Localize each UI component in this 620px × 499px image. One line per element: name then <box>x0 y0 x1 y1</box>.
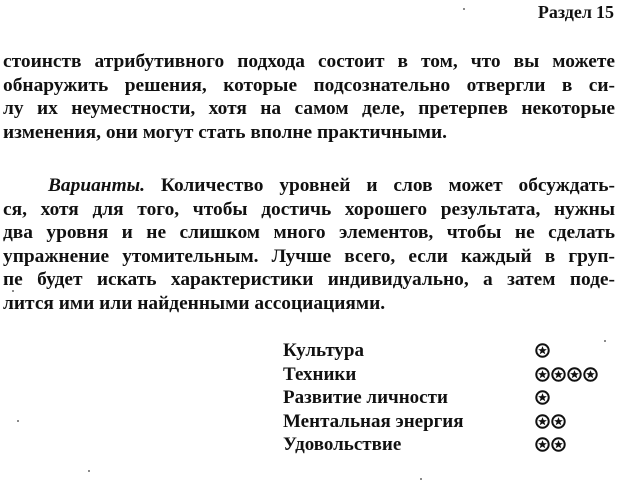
rating-stars <box>535 343 550 358</box>
rating-row <box>283 364 613 388</box>
scan-speck <box>420 478 422 480</box>
scan-speck <box>88 470 90 472</box>
star-in-circle-icon <box>583 367 598 382</box>
star-in-circle-icon <box>551 367 566 382</box>
rating-row <box>283 387 613 411</box>
rating-label: Техники <box>283 363 357 385</box>
scan-speck <box>604 340 606 342</box>
paragraph-1 <box>3 50 615 144</box>
scan-speck <box>463 8 465 10</box>
rating-row <box>283 340 613 364</box>
star-in-circle-icon <box>535 390 550 405</box>
star-in-circle-icon <box>535 343 550 358</box>
paragraph-line: обнаружить решения, которые подсознательно отвергли в си- <box>3 74 615 96</box>
paragraph-line: стоинств атрибутивного подхода состоит в том, что вы можете <box>3 51 615 72</box>
scan-speck <box>17 420 19 422</box>
rating-stars <box>535 414 566 429</box>
rating-stars <box>535 437 566 452</box>
scan-speck <box>12 290 14 292</box>
rating-label: Ментальная энергия <box>283 410 464 432</box>
rating-row <box>283 434 613 458</box>
rating-label: Развитие личности <box>283 387 448 408</box>
paragraph-line-text: Количество уровней и слов может обсуждать- <box>160 175 615 196</box>
variants-heading: Варианты. <box>48 175 145 196</box>
section-header <box>538 2 614 23</box>
star-in-circle-icon <box>551 437 566 452</box>
paragraph-line: изменения, они могут стать вполне практичными. <box>3 121 447 143</box>
paragraph-line: лится ими или найденными ассоциациями. <box>3 292 386 314</box>
section-label: Раздел <box>537 2 592 22</box>
paragraph-2 <box>3 174 615 315</box>
star-in-circle-icon <box>535 437 550 452</box>
star-in-circle-icon <box>551 414 566 429</box>
paragraph-line: упражнение утомительным. Лучше всего, если каждый в груп- <box>3 245 615 267</box>
rating-row <box>283 411 613 435</box>
star-in-circle-icon <box>535 367 550 382</box>
rating-stars <box>535 367 598 382</box>
ratings-list <box>283 340 613 458</box>
star-in-circle-icon <box>535 414 550 429</box>
paragraph-line: пе будет искать характеристики индивидуально, а затем поде- <box>3 269 615 290</box>
rating-stars <box>535 390 550 405</box>
section-number: 15 <box>596 2 614 22</box>
paragraph-line: ся, хотя для того, чтобы достичь хорошего результата, нужны <box>3 198 615 220</box>
paragraph-line: два уровня и не слишком много элементов, чтобы не сделать <box>3 222 615 243</box>
star-in-circle-icon <box>567 367 582 382</box>
paragraph-line: лу их неуместности, хотя на самом деле, претерпев некоторые <box>3 98 615 119</box>
rating-label: Удовольствие <box>283 434 402 455</box>
paragraph-first-line <box>3 174 615 198</box>
rating-label: Культура <box>283 340 364 361</box>
